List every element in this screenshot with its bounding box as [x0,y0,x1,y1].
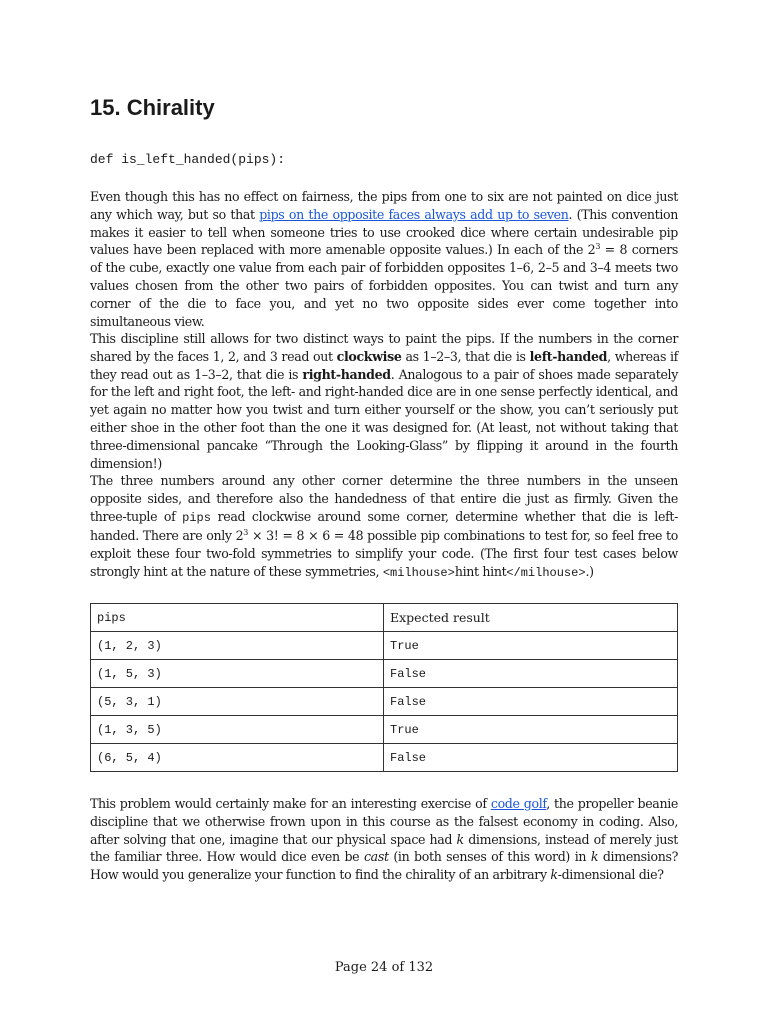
code-golf-link[interactable]: code golf [490,796,547,811]
text-span: Even though this has no effect on fairness, the pips from one to six are not painted on dice just any which way, but so that [90,189,678,222]
paragraph-handedness [90,330,678,472]
italic-k: k [550,867,558,883]
italic-k: k [590,849,599,865]
table-cell: (6, 5, 4) [91,744,384,772]
table-header-row [91,604,678,632]
text-span: . (This convention makes it easier to tell when someone tries to use crooked dice where certain undesirable pip values have been replaced with more amenable opposite values.) In each of the 2 [90,206,679,258]
text-span: × 3! = 8 × 6 = 48 possible pip combinations to test for, so feel free to exploit these four two-fold symmetries to simplify your code. (The first four test cases below strongly hint at the nature of these symmetries, [90,528,678,579]
table-row [91,632,678,660]
text-span: read clockwise around some corner, determine whether that die is left-handed. There are only 2 [90,508,678,544]
table-cell: True [384,716,678,744]
text-span: . Analogous to a pair of shoes made separately for the left and right foot, the left- and right-handed dice are in one sense perfectly identical, and yet again no matter how you twist and turn either yourself or the show, you can’t seriously put either shoe in the other foot than the one it was designed for. (At least, not without taking that three-dimensional pancake “Through the Looking-Glass” by flipping it around in the fourth dimension!) [90,366,678,471]
paragraph-task [90,472,678,583]
bold-left-handed: left-handed [529,348,608,364]
text-span: as 1–2–3, that die is [401,348,530,364]
opposite-faces-link[interactable]: pips on the opposite faces always add up to seven [259,206,569,222]
bold-right-handed: right-handed [302,366,391,382]
table-row [91,744,678,772]
text-span: (in both senses of this word) in [388,849,591,865]
text-span: .) [585,563,594,579]
paragraph-intro [90,188,678,330]
table-cell: False [384,660,678,688]
italic-cast: cast [363,849,389,865]
italic-k: k [456,831,464,847]
page-number: Page 24 of 132 [334,960,434,975]
table-cell: (1, 2, 3) [91,632,384,660]
table-cell: True [384,632,678,660]
table-cell: (5, 3, 1) [91,688,384,716]
column-header-expected: Expected result [384,604,678,632]
text-span: hint hint [454,563,507,579]
column-header-pips: pips [91,604,384,632]
text-span: = 8 corners of the cube, exactly one value from each pair of forbidden opposites 1–6, 2–5 and 3–4 meets two values chosen from the other two pairs of forbidden opposites. You can twist and turn any corner of the die to face you, and yet no two opposite sides ever come together into simultaneous view. [90,242,678,329]
inline-code-milhouse-open: <milhouse> [382,565,455,580]
table-cell: False [384,688,678,716]
text-span: The three numbers around any other corner determine the three numbers in the unseen opposite sides, and therefore also the handedness of that entire die just as firmly. Given the three-tuple of [90,473,678,524]
test-cases-table [90,603,678,772]
table-row [91,660,678,688]
paragraph-code-golf [90,795,678,884]
text-span: , whereas if they read out as 1–3–2, that die is [90,348,678,382]
text-span: This discipline still allows for two distinct ways to paint the pips. If the numbers in the corner shared by the faces 1, 2, and 3 read out [90,331,678,364]
superscript: 3 [243,528,249,538]
table-row [91,716,678,744]
section-heading: 15. Chirality [90,95,215,120]
inline-code-pips: pips [182,510,211,525]
table-row [91,688,678,716]
table-cell: (1, 3, 5) [91,716,384,744]
table-cell: False [384,744,678,772]
bold-clockwise: clockwise [336,348,402,364]
table-cell: (1, 5, 3) [91,660,384,688]
inline-code-milhouse-close: </milhouse> [506,565,586,580]
function-signature: def is_left_handed(pips): [90,152,286,167]
superscript: 3 [595,242,601,252]
text-span: , the propeller beanie discipline that we otherwise frown upon in this course as the falsest economy in coding. Also, after solving that one, imagine that our physical space had [90,796,678,847]
text-span: -dimensional die? [557,867,664,883]
text-span: dimensions? How would you generalize your function to find the chirality of an arbitrary [90,849,678,883]
text-span: This problem would certainly make for an interesting exercise of [90,796,491,811]
text-span: dimensions, instead of merely just the familiar three. How would dice even be [90,831,678,865]
